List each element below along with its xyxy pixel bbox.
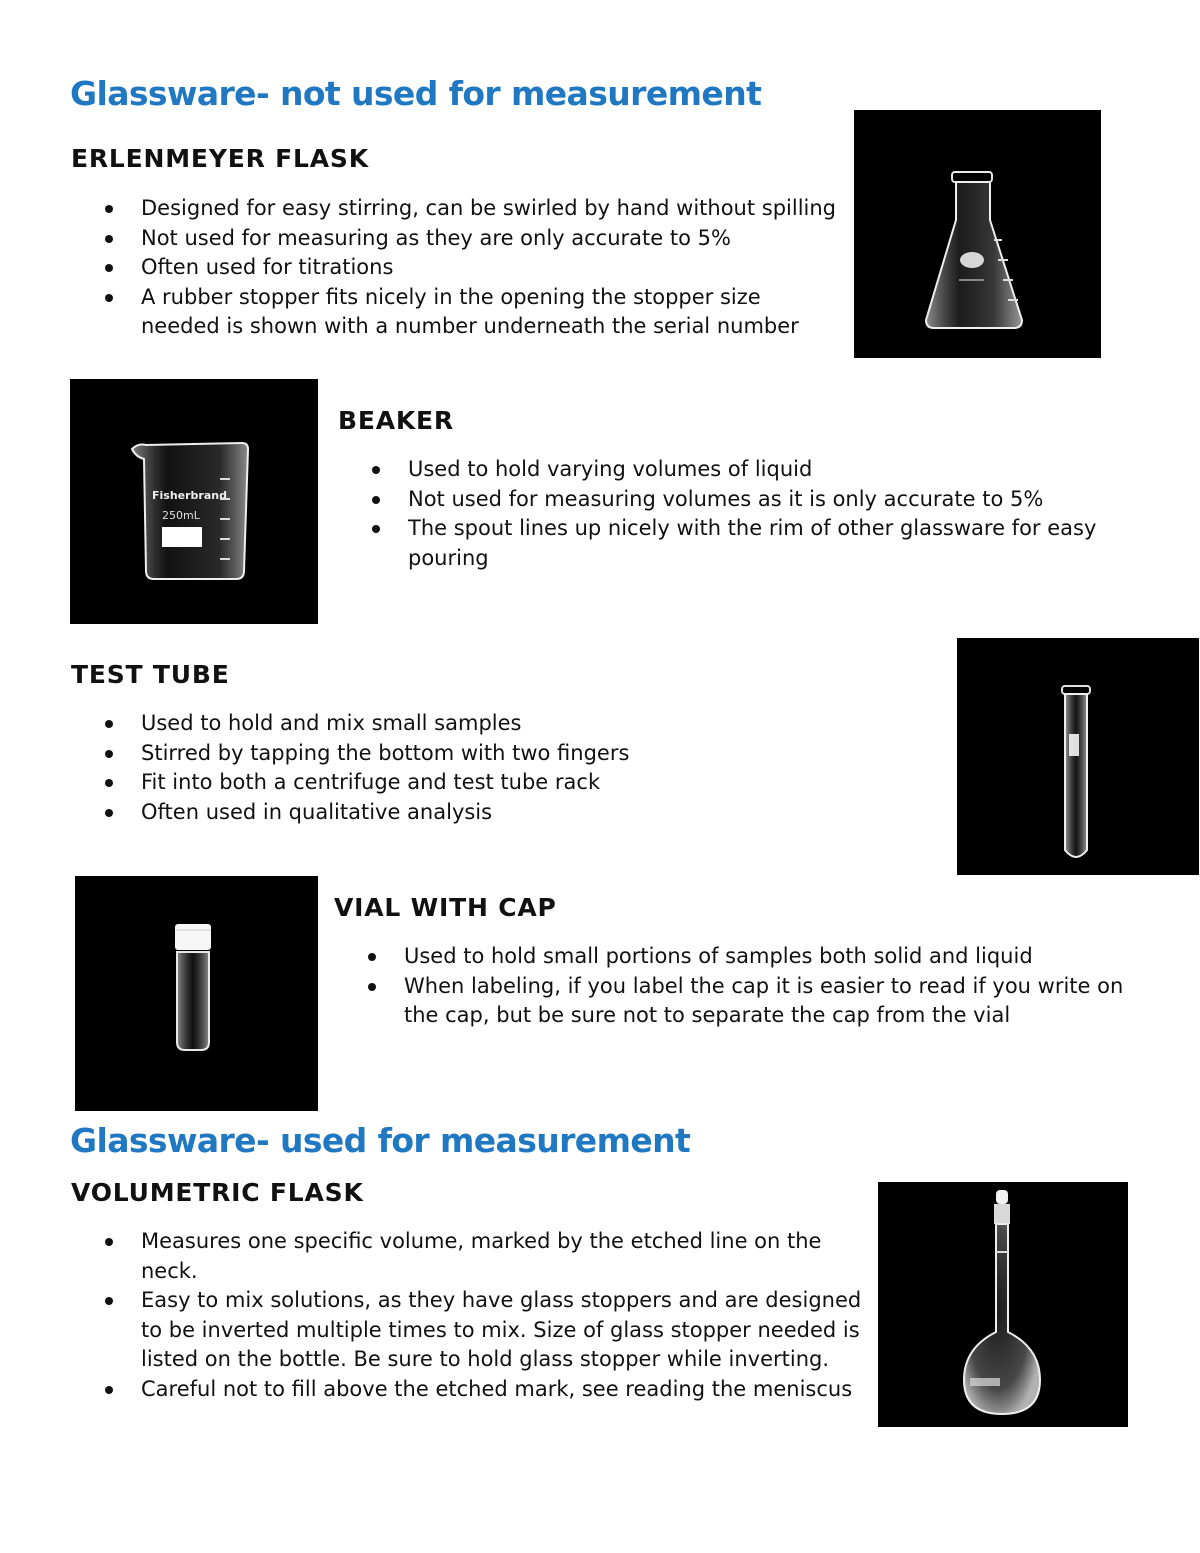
vial-icon xyxy=(75,876,318,1111)
list-item: Careful not to fill above the etched mark, see reading the meniscus xyxy=(71,1375,866,1405)
erlenmeyer-flask-photo xyxy=(854,110,1101,358)
test-tube-icon xyxy=(957,638,1199,875)
list-item: Designed for easy stirring, can be swirled by hand without spilling xyxy=(71,194,846,224)
list-item: When labeling, if you label the cap it is easier to read if you write on the cap, but be sure not to separate the cap from the vial xyxy=(334,972,1124,1031)
list-item: Not used for measuring volumes as it is only accurate to 5% xyxy=(338,485,1118,515)
list-item: Stirred by tapping the bottom with two fingers xyxy=(71,739,851,769)
test-tube-photo xyxy=(957,638,1199,875)
list-item: Often used for titrations xyxy=(71,253,846,283)
erlenmeyer-flask-icon xyxy=(854,110,1101,358)
test-tube-bullets xyxy=(71,709,851,827)
beaker-icon xyxy=(70,379,318,624)
volumetric-flask-title: VOLUMETRIC FLASK xyxy=(71,1178,364,1207)
list-item: Used to hold small portions of samples both solid and liquid xyxy=(334,942,1124,972)
list-item: Fit into both a centrifuge and test tube rack xyxy=(71,768,851,798)
beaker-volume-label: 250mL xyxy=(162,509,200,522)
list-item: Measures one specific volume, marked by the etched line on the neck. xyxy=(71,1227,866,1286)
vial-title: VIAL WITH CAP xyxy=(334,893,557,922)
list-item: Often used in qualitative analysis xyxy=(71,798,851,828)
beaker-photo xyxy=(70,379,318,624)
list-item: Used to hold and mix small samples xyxy=(71,709,851,739)
list-item: Used to hold varying volumes of liquid xyxy=(338,455,1118,485)
beaker-brand-label: Fisherbrand xyxy=(152,489,227,502)
test-tube-title: TEST TUBE xyxy=(71,660,230,689)
volumetric-flask-icon xyxy=(878,1182,1128,1427)
vial-photo xyxy=(75,876,318,1111)
volumetric-flask-bullets xyxy=(71,1227,866,1404)
list-item: A rubber stopper fits nicely in the opening the stopper size needed is shown with a number underneath the serial number xyxy=(71,283,846,342)
vial-bullets xyxy=(334,942,1124,1031)
volumetric-flask-photo xyxy=(878,1182,1128,1427)
list-item: Easy to mix solutions, as they have glass stoppers and are designed to be inverted multiple times to mix. Size of glass stopper needed is listed on the bottle. Be sure to hold glass stopper while inverting. xyxy=(71,1286,866,1375)
erlenmeyer-bullets xyxy=(71,194,846,342)
beaker-title: BEAKER xyxy=(338,406,454,435)
erlenmeyer-title: ERLENMEYER FLASK xyxy=(71,144,369,173)
beaker-bullets xyxy=(338,455,1118,573)
list-item: The spout lines up nicely with the rim of other glassware for easy pouring xyxy=(338,514,1118,573)
list-item: Not used for measuring as they are only accurate to 5% xyxy=(71,224,846,254)
section-title-not-measurement: Glassware- not used for measurement xyxy=(70,74,762,113)
section-title-measurement: Glassware- used for measurement xyxy=(70,1121,691,1160)
